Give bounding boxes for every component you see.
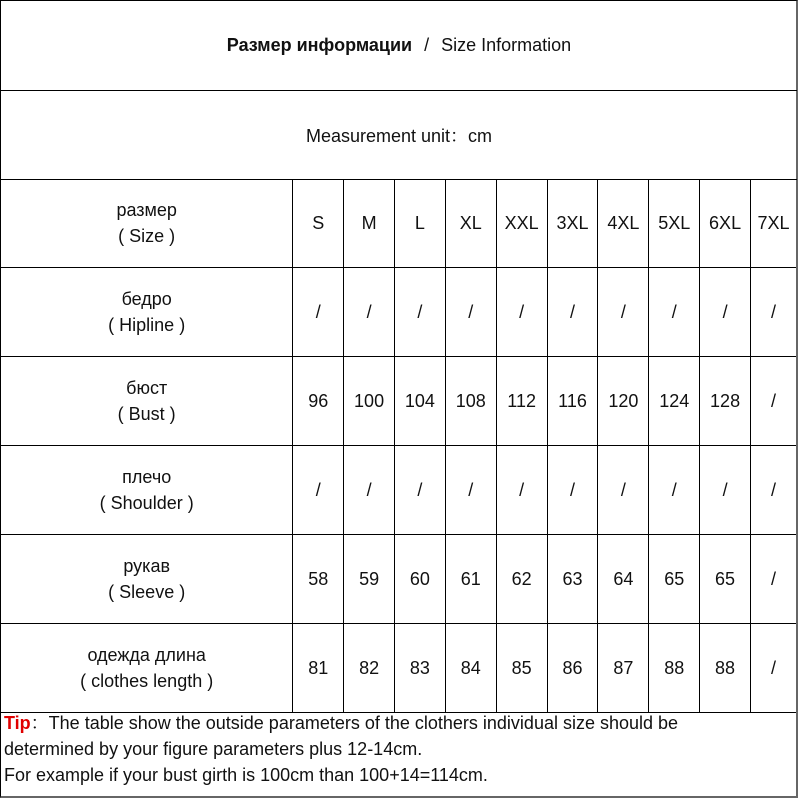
row-label-russian: размер bbox=[116, 200, 177, 220]
tip-line-3: For example if your bust girth is 100cm than 100+14=114cm. bbox=[4, 765, 488, 785]
row-header bbox=[1, 624, 293, 713]
row-label-english: ( Sleeve ) bbox=[108, 582, 186, 602]
table-cell: 96 bbox=[293, 357, 344, 446]
size-header-cell: 4XL bbox=[598, 179, 649, 268]
table-cell: 86 bbox=[547, 624, 598, 713]
table-cell: / bbox=[496, 446, 547, 535]
table-cell: 61 bbox=[445, 535, 496, 624]
title-english: Size Information bbox=[441, 35, 572, 55]
table-cell: 87 bbox=[598, 624, 649, 713]
table-cell: / bbox=[598, 268, 649, 357]
table-cell: 62 bbox=[496, 535, 547, 624]
table-cell: / bbox=[751, 446, 797, 535]
table-cell: / bbox=[751, 357, 797, 446]
table-cell: 63 bbox=[547, 535, 598, 624]
table-cell: 108 bbox=[445, 357, 496, 446]
table-cell: 88 bbox=[700, 624, 751, 713]
table-cell: / bbox=[700, 446, 751, 535]
title-separator: / bbox=[424, 35, 430, 55]
table-cell: 124 bbox=[649, 357, 700, 446]
table-cell: / bbox=[293, 446, 344, 535]
size-header-cell: XL bbox=[445, 179, 496, 268]
table-cell: / bbox=[598, 446, 649, 535]
tip-label: Tip bbox=[4, 713, 31, 733]
table-cell: / bbox=[751, 268, 797, 357]
table-cell: / bbox=[649, 268, 700, 357]
table-cell: 100 bbox=[344, 357, 395, 446]
tip-note bbox=[4, 710, 794, 788]
size-header-cell: 6XL bbox=[700, 179, 751, 268]
table-row bbox=[1, 535, 796, 624]
table-cell: 116 bbox=[547, 357, 598, 446]
size-header-cell: M bbox=[344, 179, 395, 268]
row-header bbox=[1, 535, 293, 624]
measurement-unit bbox=[1, 91, 797, 180]
table-cell: 128 bbox=[700, 357, 751, 446]
table-cell: 120 bbox=[598, 357, 649, 446]
table-cell: / bbox=[700, 268, 751, 357]
table-cell: 65 bbox=[700, 535, 751, 624]
row-header bbox=[1, 446, 293, 535]
table-cell: / bbox=[496, 268, 547, 357]
size-header-cell: XXL bbox=[496, 179, 547, 268]
row-header bbox=[1, 357, 293, 446]
row-header bbox=[1, 268, 293, 357]
table-cell: 64 bbox=[598, 535, 649, 624]
row-label-russian: бюст bbox=[126, 378, 168, 398]
table-cell: / bbox=[293, 268, 344, 357]
table-cell: / bbox=[547, 268, 598, 357]
row-label-english: ( Shoulder ) bbox=[99, 493, 194, 513]
size-header-cell: 3XL bbox=[547, 179, 598, 268]
table-row bbox=[1, 179, 796, 268]
size-header-cell: 7XL bbox=[751, 179, 797, 268]
table-row bbox=[1, 446, 796, 535]
row-label-english: ( Bust ) bbox=[117, 404, 176, 424]
row-label-english: ( clothes length ) bbox=[80, 671, 214, 691]
size-header-cell: S bbox=[293, 179, 344, 268]
table-cell: 60 bbox=[395, 535, 446, 624]
table-cell: 65 bbox=[649, 535, 700, 624]
tip-line-1: ：The table show the outside parameters of the clothers individual size should be bbox=[30, 713, 679, 733]
size-header-cell: L bbox=[395, 179, 446, 268]
table-cell: / bbox=[547, 446, 598, 535]
table-cell: / bbox=[395, 268, 446, 357]
table-cell: 82 bbox=[344, 624, 395, 713]
row-label-russian: плечо bbox=[122, 467, 172, 487]
table-cell: 59 bbox=[344, 535, 395, 624]
row-header bbox=[1, 179, 293, 268]
row-label-russian: одежда длина bbox=[87, 645, 206, 665]
row-label-english: ( Hipline ) bbox=[108, 315, 186, 335]
table-row bbox=[1, 357, 796, 446]
table-cell: / bbox=[344, 446, 395, 535]
table-cell: / bbox=[751, 535, 797, 624]
row-label-english: ( Size ) bbox=[118, 226, 176, 246]
table-cell: 85 bbox=[496, 624, 547, 713]
table-cell: 88 bbox=[649, 624, 700, 713]
table-cell: 81 bbox=[293, 624, 344, 713]
table-row bbox=[1, 624, 796, 713]
row-label-russian: рукав bbox=[123, 556, 171, 576]
row-label-russian: бедро bbox=[121, 289, 172, 309]
table-cell: 112 bbox=[496, 357, 547, 446]
page-title bbox=[1, 1, 797, 91]
tip-line-2: determined by your figure parameters plus 12-14cm. bbox=[4, 739, 423, 759]
table-cell: 83 bbox=[395, 624, 446, 713]
title-russian: Размер информации bbox=[226, 35, 413, 55]
measurement-unit-text: Measurement unit：cm bbox=[305, 126, 493, 146]
table-cell: 58 bbox=[293, 535, 344, 624]
table-cell: / bbox=[344, 268, 395, 357]
table-cell: / bbox=[395, 446, 446, 535]
table-cell: 104 bbox=[395, 357, 446, 446]
table-cell: / bbox=[445, 268, 496, 357]
table-cell: 84 bbox=[445, 624, 496, 713]
table-row bbox=[1, 268, 796, 357]
table-cell: / bbox=[649, 446, 700, 535]
size-header-cell: 5XL bbox=[649, 179, 700, 268]
size-table bbox=[1, 179, 796, 713]
table-cell: / bbox=[445, 446, 496, 535]
table-cell: / bbox=[751, 624, 797, 713]
